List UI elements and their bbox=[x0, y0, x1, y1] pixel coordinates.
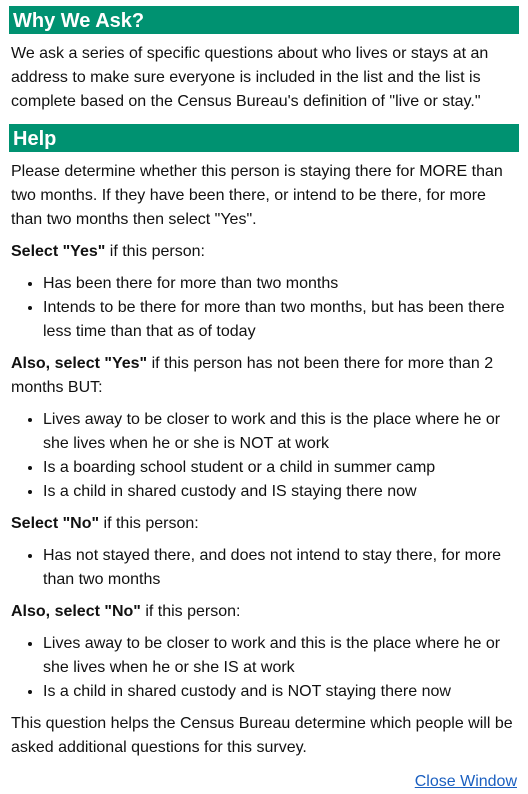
also-select-yes-bold: Also, select "Yes" bbox=[11, 355, 148, 372]
also-select-no-bold: Also, select "No" bbox=[11, 603, 141, 620]
why-we-ask-header: Why We Ask? bbox=[9, 6, 519, 34]
help-intro: Please determine whether this person is staying there for MORE than two months. If they have been there, or intend to be there, for more than two months then select "Yes". bbox=[11, 163, 503, 228]
select-no-list bbox=[9, 544, 519, 592]
list-item: • Has not stayed there, and does not intend to stay there, for more than two months bbox=[43, 544, 519, 592]
also-select-no-lead bbox=[11, 600, 517, 624]
also-select-yes-lead bbox=[11, 352, 517, 400]
select-no-lead bbox=[11, 512, 517, 536]
close-window-link[interactable]: Close Window bbox=[414, 773, 517, 790]
list-item: • Lives away to be closer to work and this is the place where he or she lives when he or she is NOT at work bbox=[43, 408, 519, 456]
also-select-no-list bbox=[9, 632, 519, 704]
select-no-bold: Select "No" bbox=[11, 515, 100, 532]
help-footer-text: This question helps the Census Bureau determine which people will be asked additional questions for this survey. bbox=[11, 715, 513, 756]
also-select-no-rest: if this person: bbox=[140, 603, 241, 620]
select-yes-list bbox=[9, 272, 519, 344]
list-item: • Has been there for more than two months bbox=[43, 272, 519, 296]
why-we-ask-text: We ask a series of specific questions about who lives or stays at an address to make sure everyone is included in the list and the list is complete based on the Census Bureau's definition of "live or stay." bbox=[11, 45, 489, 110]
select-yes-rest: if this person: bbox=[105, 243, 205, 260]
close-window-row bbox=[9, 770, 517, 794]
select-yes-lead bbox=[11, 240, 517, 264]
select-yes-bold: Select "Yes" bbox=[11, 243, 106, 260]
list-item: • Is a boarding school student or a child in summer camp bbox=[43, 456, 519, 480]
also-select-yes-rest: if this person has not been there for more than 2 months BUT: bbox=[11, 355, 494, 396]
help-header: Help bbox=[9, 124, 519, 152]
list-item: • Is a child in shared custody and IS staying there now bbox=[43, 480, 519, 504]
list-item: • Is a child in shared custody and is NOT staying there now bbox=[43, 680, 519, 704]
list-item: • Intends to be there for more than two months, but has been there less time than that as of today bbox=[43, 296, 519, 344]
select-no-rest: if this person: bbox=[99, 515, 199, 532]
also-select-yes-list bbox=[9, 408, 519, 504]
list-item: • Lives away to be closer to work and this is the place where he or she lives when he or she IS at work bbox=[43, 632, 519, 680]
